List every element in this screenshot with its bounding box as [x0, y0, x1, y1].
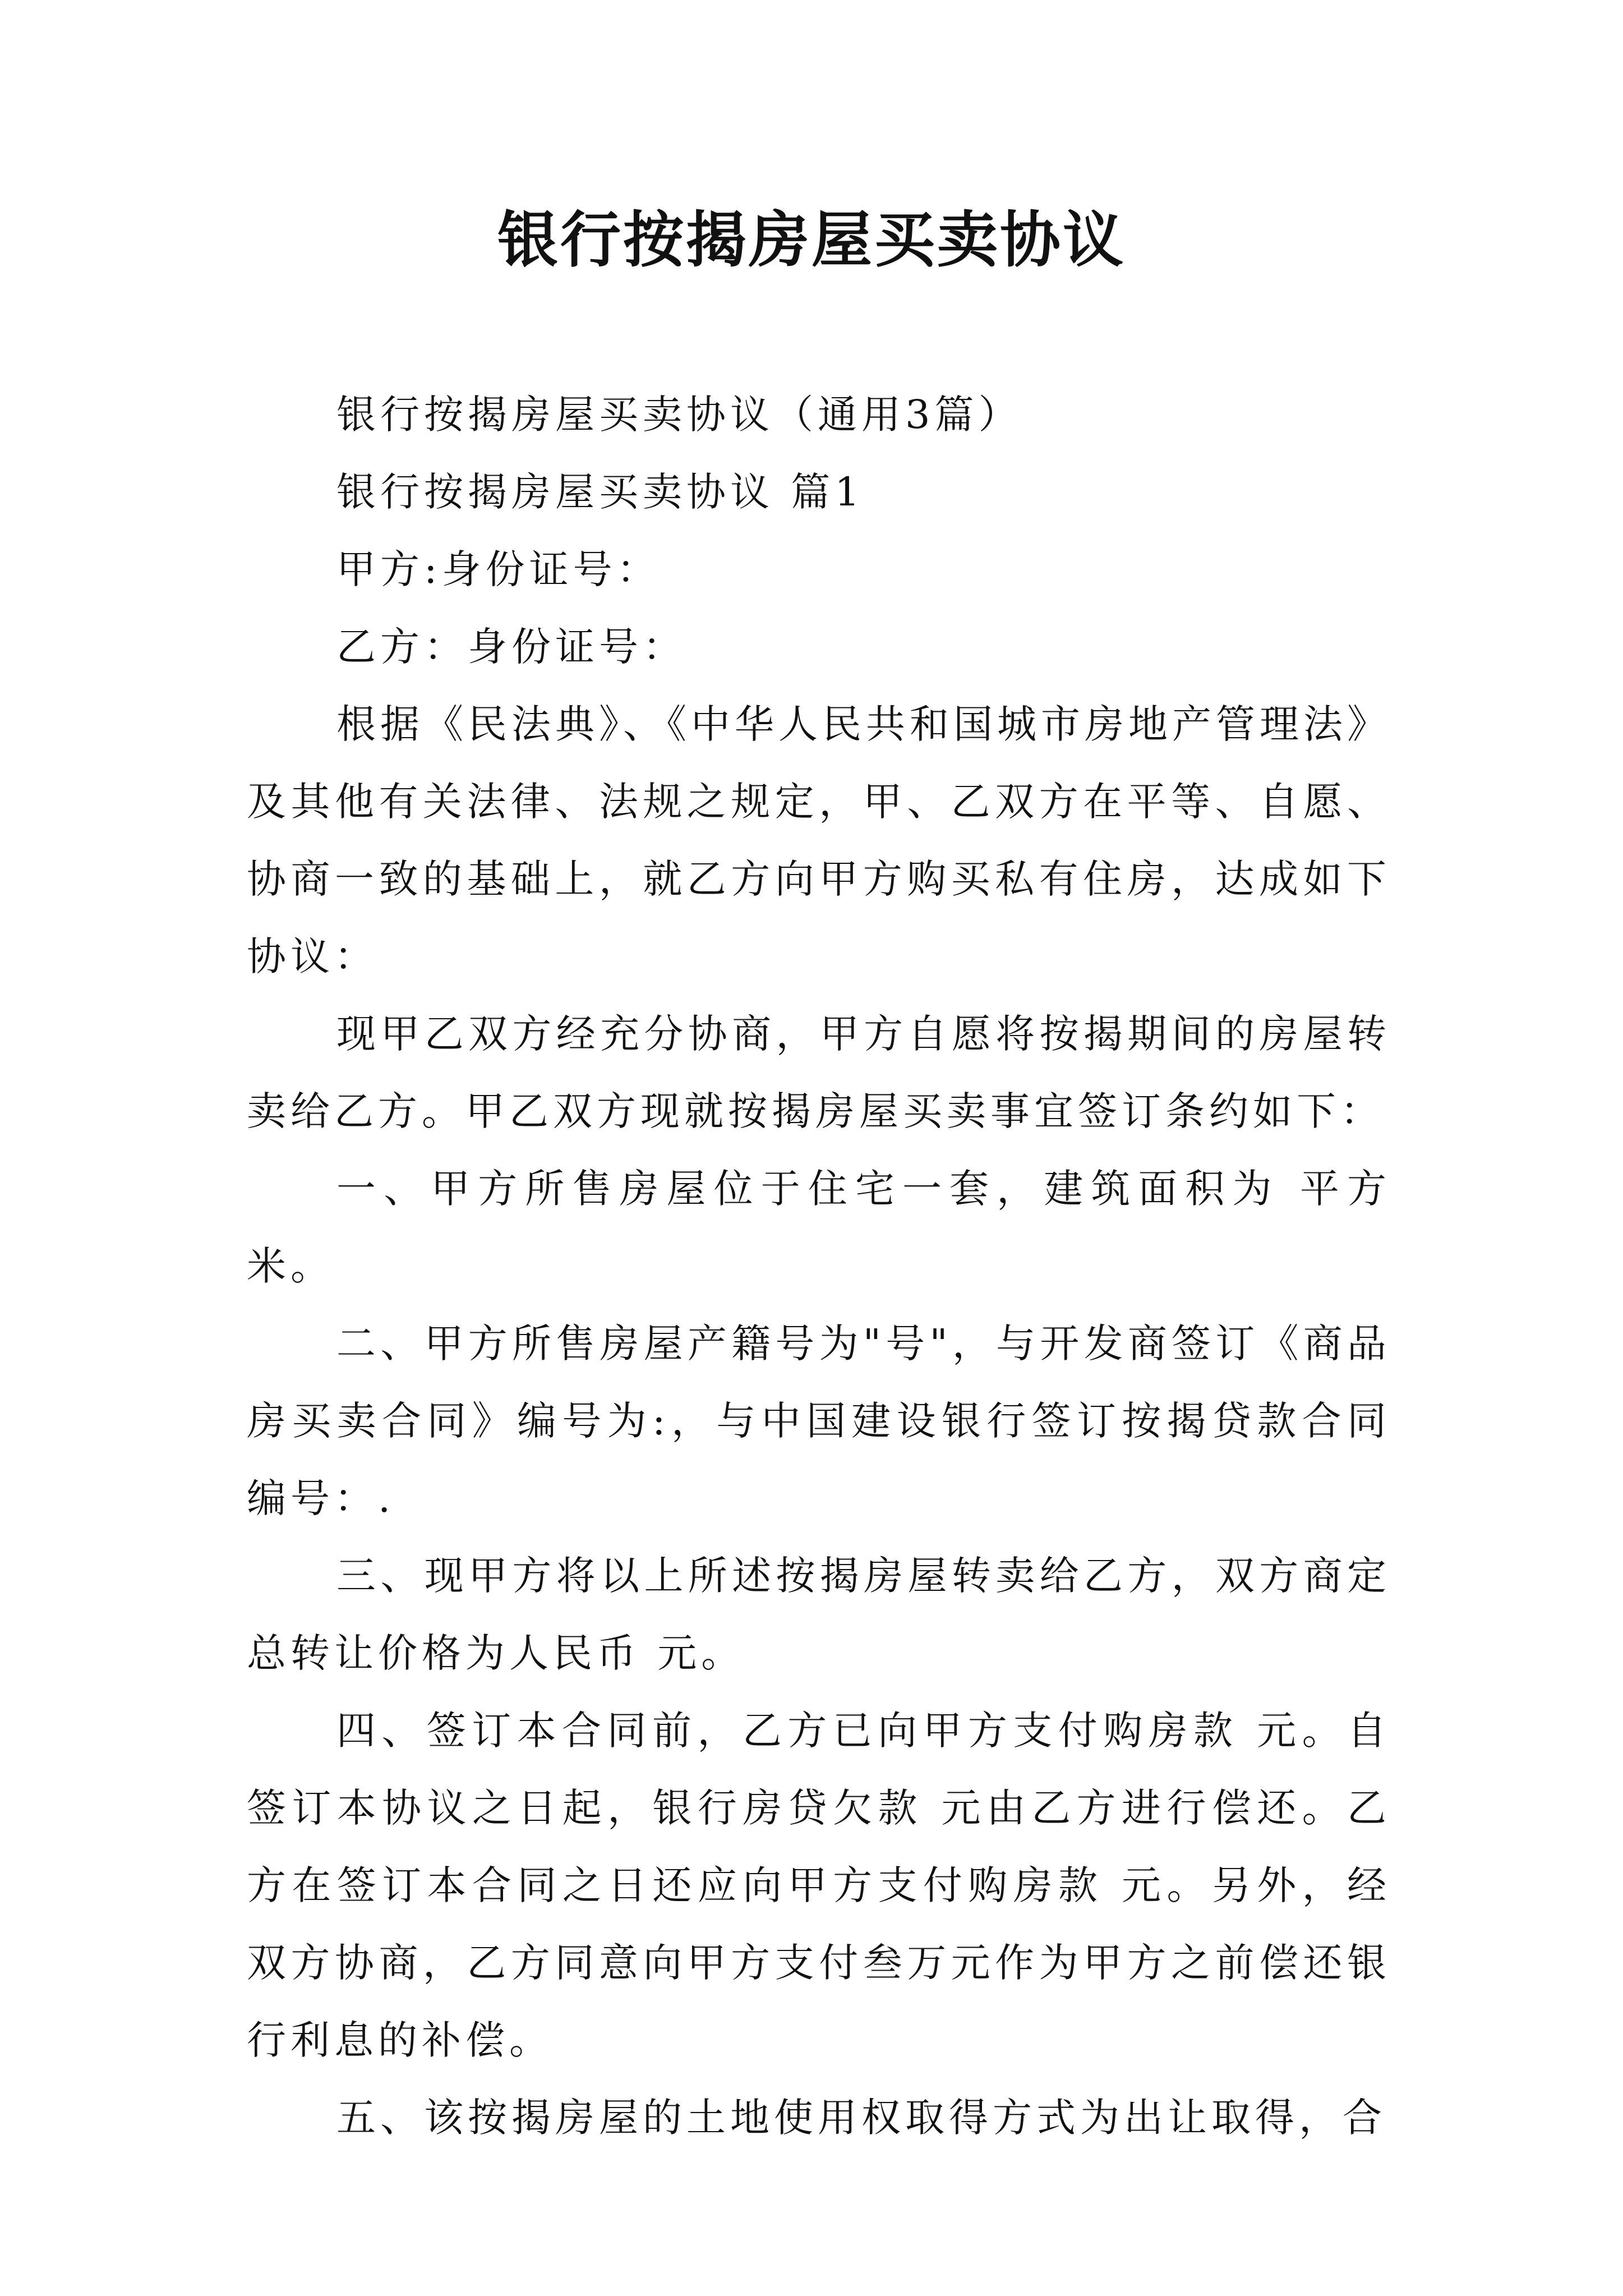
paragraph-clause-2: 二、甲方所售房屋产籍号为"号"，与开发商签订《商品房买卖合同》编号为:，与中国建设银行签订按揭贷款合同编号：.: [247, 1320, 1391, 1521]
paragraph-clause-3: 三、现甲方将以上所述按揭房屋转卖给乙方，双方商定总转让价格为人民币 元。: [247, 1553, 1391, 1676]
paragraph-clause-5: 五、该按揭房屋的土地使用权取得方式为出让取得，合: [336, 2095, 1386, 2141]
paragraph-section-heading: 银行按揭房屋买卖协议 篇1: [336, 469, 864, 515]
paragraph-party-b: 乙方：身份证号：: [336, 624, 686, 670]
document-body: [247, 376, 1391, 2156]
paragraph-agreement-intro: 现甲乙双方经充分协商，甲方自愿将按揭期间的房屋转卖给乙方。甲乙双方现就按揭房屋买卖事宜签订条约如下：: [247, 1011, 1391, 1134]
paragraph-clause-4: 四、签订本合同前，乙方已向甲方支付购房款 元。自签订本协议之日起，银行房贷欠款 元由乙方进行偿还。乙方在签订本合同之日还应向甲方支付购房款 元。另外，经双方协商，乙方同意向甲方支付叁万元作为甲方之前偿还银行利息的补偿。: [247, 1708, 1391, 2063]
paragraph-clause-1: 一、甲方所售房屋位于住宅一套，建筑面积为 平方米。: [247, 1166, 1391, 1289]
paragraph-legal-basis: 根据《民法典》、《中华人民共和国城市房地产管理法》及其他有关法律、法规之规定，甲、乙双方在平等、自愿、协商一致的基础上，就乙方向甲方购买私有住房，达成如下协议：: [247, 701, 1391, 979]
paragraph-party-a: 甲方:身份证号：: [336, 546, 661, 592]
paragraph-subtitle: 银行按揭房屋买卖协议（通用3篇）: [336, 392, 1022, 438]
document-title: 银行按揭房屋买卖协议: [497, 205, 1126, 275]
